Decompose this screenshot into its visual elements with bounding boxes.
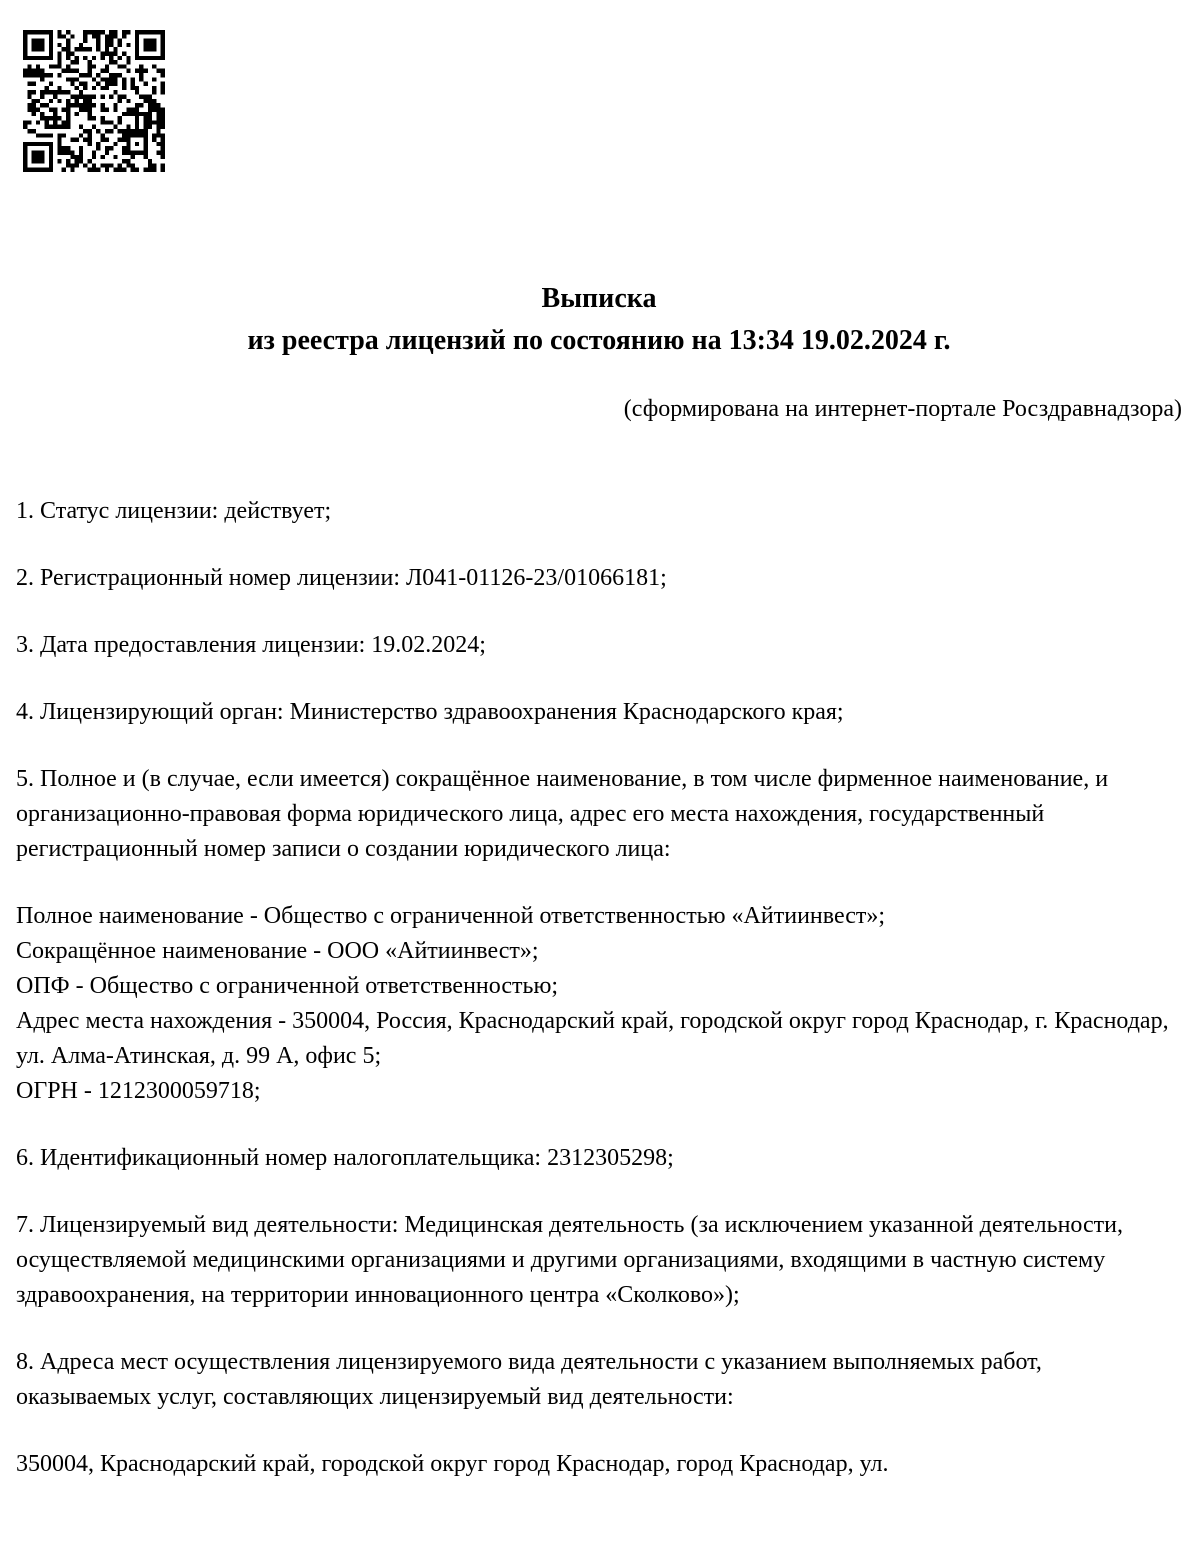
title-line-1: Выписка — [541, 283, 657, 314]
document-body — [16, 494, 1182, 1482]
document-header — [16, 278, 1182, 427]
paragraph-entity-details: Полное наименование - Общество с ограниченной ответственностью «Айтиинвест»; Сокращённое наименование - ООО «Айтиинвест»; ОПФ - Общество с ограниченной ответственностью; Адрес места нахождения - 350004, Россия, Краснодарский край, городской округ город Краснодар, г. Краснодар, ул. Алма-Атинская, д. 99 А, офис 5; ОГРН - 1212300059718; — [16, 903, 1169, 1104]
qr-code — [23, 30, 165, 172]
paragraph-grant-date: 3. Дата предоставления лицензии: 19.02.2024; — [16, 632, 486, 658]
document-title — [16, 278, 1182, 362]
paragraph-licensed-activity: 7. Лицензируемый вид деятельности: Медицинская деятельность (за исключением указанной деятельности, осуществляемой медицинскими организациями и другими организациями, входящими в частную систему здравоохранения, на территории инновационного центра «Сколково»); — [16, 1212, 1124, 1308]
paragraph-entity-heading: 5. Полное и (в случае, если имеется) сокращённое наименование, в том числе фирменное наименование, и организационно-правовая форма юридического лица, адрес его места нахождения, государственный регистрационный номер записи о создании юридического лица: — [16, 766, 1109, 862]
paragraph-license-status: 1. Статус лицензии: действует; — [16, 498, 332, 524]
paragraph-registration-number: 2. Регистрационный номер лицензии: Л041-01126-23/01066181; — [16, 565, 667, 591]
paragraph-activity-addresses-heading: 8. Адреса мест осуществления лицензируемого вида деятельности с указанием выполняемых работ, оказываемых услуг, составляющих лицензируемый вид деятельности: — [16, 1349, 1042, 1410]
title-line-2: из реестра лицензий по состоянию на 13:34 19.02.2024 г. — [247, 325, 951, 356]
document-subtitle: (сформирована на интернет-портале Росздравнадзора) — [623, 396, 1182, 422]
paragraph-licensing-authority: 4. Лицензирующий орган: Министерство здравоохранения Краснодарского края; — [16, 699, 844, 725]
paragraph-activity-address: 350004, Краснодарский край, городской округ город Краснодар, город Краснодар, ул. — [16, 1451, 889, 1477]
paragraph-taxpayer-number: 6. Идентификационный номер налогоплательщика: 2312305298; — [16, 1145, 674, 1171]
